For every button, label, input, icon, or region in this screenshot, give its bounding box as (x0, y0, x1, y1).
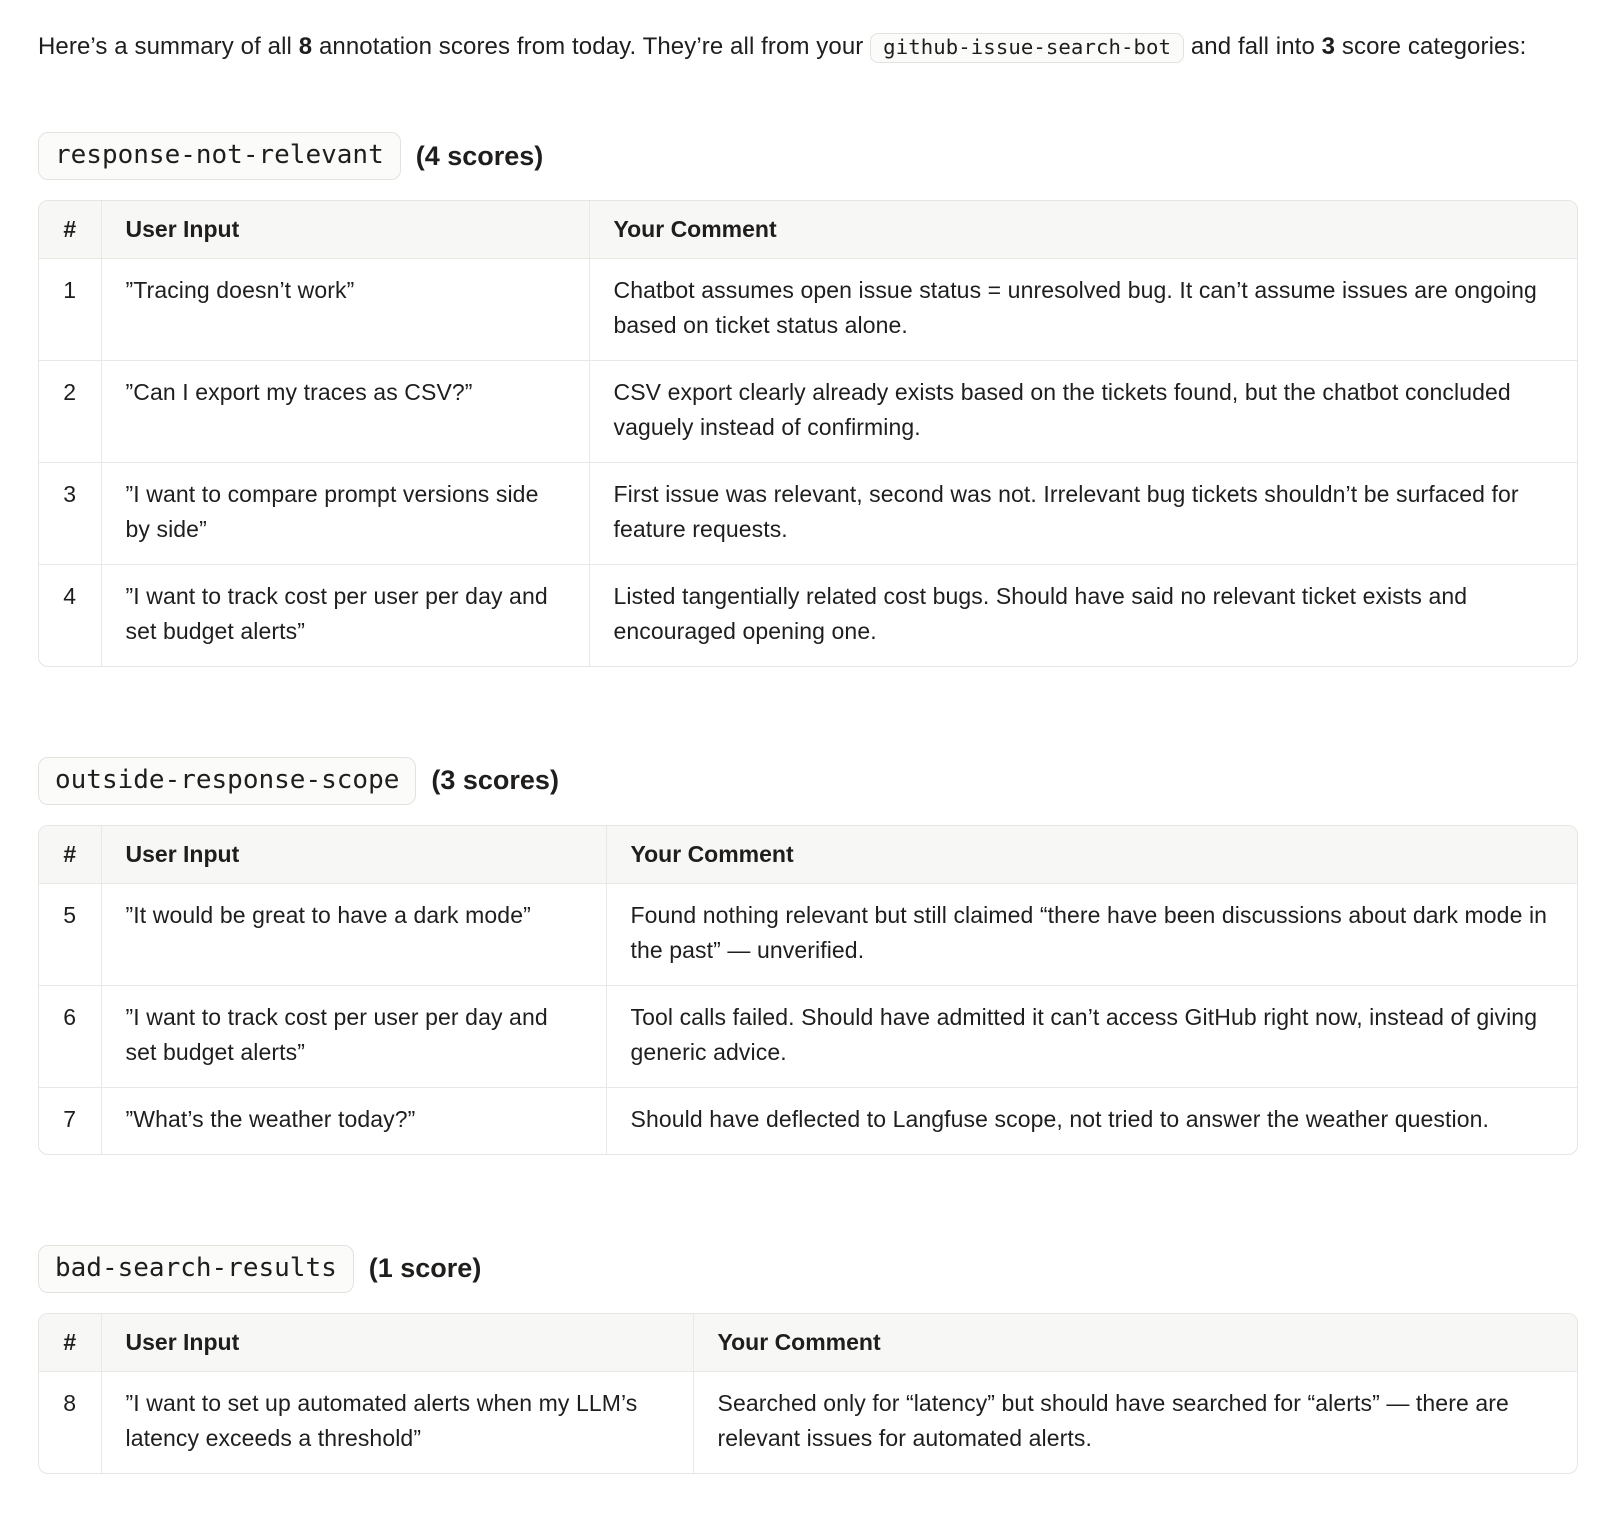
section-bad-search-results (38, 1245, 1578, 1474)
total-score-count: 8 (298, 33, 313, 60)
table-header-row (39, 201, 1577, 259)
scores-table-container (38, 1313, 1578, 1474)
score-count-label: (1 score) (368, 1253, 482, 1284)
col-header-user-input: User Input (101, 826, 606, 884)
intro-text: and fall into (1184, 33, 1322, 60)
col-header-num: # (39, 1314, 101, 1372)
scores-table (39, 1314, 1577, 1473)
section-outside-response-scope (38, 757, 1578, 1155)
intro-text: Here’s a summary of all (38, 33, 299, 60)
bot-name-chip: github-issue-search-bot (870, 33, 1184, 63)
col-header-user-input: User Input (101, 201, 589, 259)
user-input-cell: ”Can I export my traces as CSV?” (101, 361, 589, 463)
row-number: 8 (39, 1372, 101, 1473)
col-header-comment: Your Comment (606, 826, 1577, 884)
section-heading (38, 1245, 1578, 1293)
user-input-cell: ”Tracing doesn’t work” (101, 259, 589, 361)
intro-text: score categories: (1335, 33, 1527, 60)
row-number: 4 (39, 564, 101, 665)
category-count: 3 (1321, 33, 1336, 60)
table-row (39, 463, 1577, 565)
table-row (39, 1087, 1577, 1153)
user-input-cell: ”I want to track cost per user per day and set budget alerts” (101, 985, 606, 1087)
comment-cell: Found nothing relevant but still claimed “there have been discussions about dark mode in the past” — unverified. (606, 884, 1577, 986)
row-number: 1 (39, 259, 101, 361)
table-row (39, 1372, 1577, 1473)
row-number: 2 (39, 361, 101, 463)
row-number: 3 (39, 463, 101, 565)
table-row (39, 985, 1577, 1087)
col-header-user-input: User Input (101, 1314, 693, 1372)
user-input-cell: ”What’s the weather today?” (101, 1087, 606, 1153)
section-heading (38, 132, 1578, 180)
comment-cell: Listed tangentially related cost bugs. Should have said no relevant ticket exists and encouraged opening one. (589, 564, 1577, 665)
scores-table-container (38, 825, 1578, 1155)
comment-cell: CSV export clearly already exists based on the tickets found, but the chatbot concluded vaguely instead of confirming. (589, 361, 1577, 463)
col-header-comment: Your Comment (589, 201, 1577, 259)
comment-cell: Chatbot assumes open issue status = unresolved bug. It can’t assume issues are ongoing based on ticket status alone. (589, 259, 1577, 361)
score-count-label: (3 scores) (431, 765, 559, 796)
user-input-cell: ”I want to compare prompt versions side by side” (101, 463, 589, 565)
row-number: 5 (39, 884, 101, 986)
col-header-num: # (39, 201, 101, 259)
table-header-row (39, 826, 1577, 884)
score-category-chip: bad-search-results (38, 1245, 354, 1293)
score-category-chip: response-not-relevant (38, 132, 401, 180)
table-row (39, 564, 1577, 665)
comment-cell: First issue was relevant, second was not. Irrelevant bug tickets shouldn’t be surfaced for feature requests. (589, 463, 1577, 565)
user-input-cell: ”I want to track cost per user per day and set budget alerts” (101, 564, 589, 665)
col-header-num: # (39, 826, 101, 884)
scores-table (39, 826, 1577, 1154)
row-number: 6 (39, 985, 101, 1087)
intro-paragraph (38, 24, 1546, 70)
section-heading (38, 757, 1578, 805)
intro-text: annotation scores from today. They’re all from your (312, 33, 871, 60)
table-row (39, 361, 1577, 463)
user-input-cell: ”It would be great to have a dark mode” (101, 884, 606, 986)
section-response-not-relevant (38, 132, 1578, 667)
table-row (39, 259, 1577, 361)
score-category-chip: outside-response-scope (38, 757, 416, 805)
comment-cell: Tool calls failed. Should have admitted it can’t access GitHub right now, instead of giving generic advice. (606, 985, 1577, 1087)
col-header-comment: Your Comment (693, 1314, 1577, 1372)
user-input-cell: ”I want to set up automated alerts when my LLM’s latency exceeds a threshold” (101, 1372, 693, 1473)
table-row (39, 884, 1577, 986)
table-header-row (39, 1314, 1577, 1372)
score-count-label: (4 scores) (415, 140, 544, 171)
row-number: 7 (39, 1087, 101, 1153)
comment-cell: Searched only for “latency” but should have searched for “alerts” — there are relevant issues for automated alerts. (693, 1372, 1577, 1473)
scores-table-container (38, 200, 1578, 667)
scores-table (39, 201, 1577, 666)
comment-cell: Should have deflected to Langfuse scope, not tried to answer the weather question. (606, 1087, 1577, 1153)
